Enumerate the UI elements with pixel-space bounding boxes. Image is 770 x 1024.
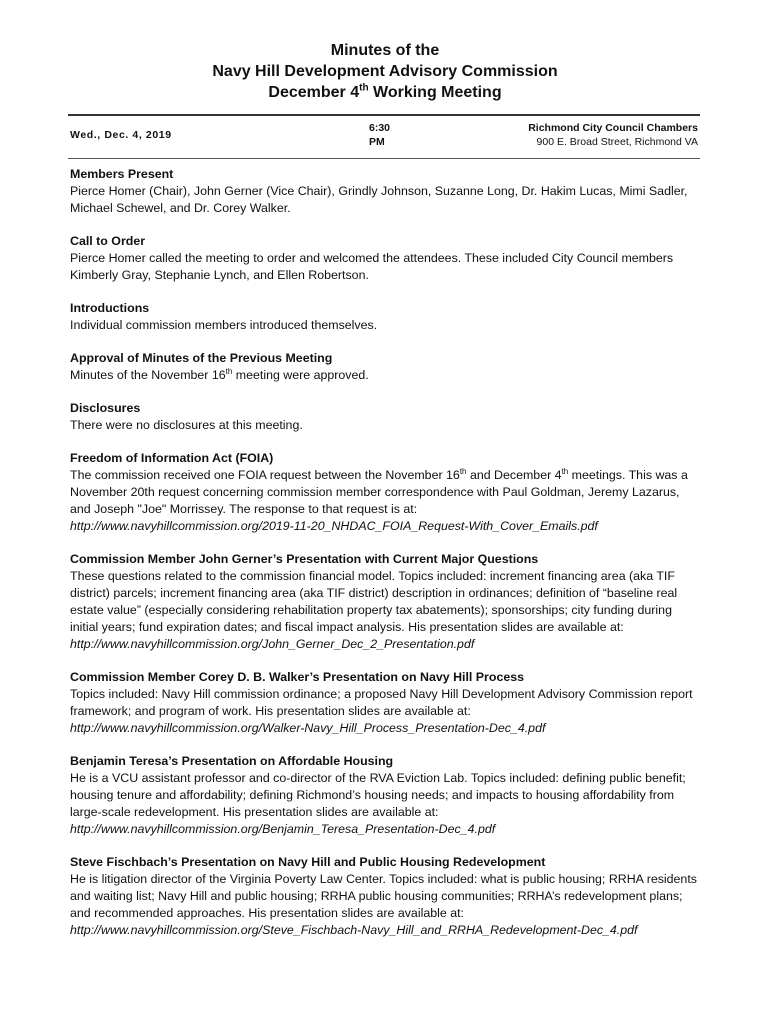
meeting-time-value: 6:30 [369,122,391,134]
section-text [70,367,702,384]
section-text [70,467,702,518]
section-teresa-presentation [70,753,702,838]
title-line-3-sup: th [359,82,369,94]
section-heading: Members Present [70,167,174,181]
text-part: The commission received one FOIA request between the November 16 [70,468,460,482]
section-disclosures [70,400,702,434]
section-heading: Steve Fischbach’s Presentation on Navy Hill and Public Housing Redevelopment [70,855,546,869]
fischbach-slides-link[interactable]: http://www.navyhillcommission.org/Steve_Fischbach-Navy_Hill_and_RRHA_Redevelopment-Dec_4.pdf [70,923,638,937]
gerner-slides-link[interactable]: http://www.navyhillcommission.org/John_Gerner_Dec_2_Presentation.pdf [70,637,475,651]
superscript: th [459,466,467,476]
section-text: Pierce Homer called the meeting to order and welcomed the attendees. These included City Council members Kimberly Gray, Stephanie Lynch, and Ellen Robertson. [70,251,674,282]
minutes-body [70,166,702,955]
title-line-3-rest: Working Meeting [368,84,502,101]
section-heading: Commission Member Corey D. B. Walker’s Presentation on Navy Hill Process [70,670,525,684]
section-text: Topics included: Navy Hill commission ordinance; a proposed Navy Hill Development Advisory Commission report framework; and program of work. His presentation slides are available at: [70,687,693,718]
section-text: He is litigation director of the Virginia Poverty Law Center. Topics included: what is public housing; RRHA residents and waiting list; Navy Hill and public housing; RRHA public housing communities; RRHA’s redevelopment plans; and recommended approaches. His presentation slides are available at: [70,872,697,920]
section-walker-presentation [70,669,702,737]
section-heading: Benjamin Teresa’s Presentation on Affordable Housing [70,754,394,768]
walker-slides-link[interactable]: http://www.navyhillcommission.org/Walker-Navy_Hill_Process_Presentation-Dec_4.pdf [70,721,546,735]
superscript: th [225,366,233,376]
section-text: Pierce Homer (Chair), John Gerner (Vice Chair), Grindly Johnson, Suzanne Long, Dr. Hakim Lucas, Mimi Sadler, Michael Schewel, and Dr. Corey Walker. [70,184,688,215]
teresa-slides-link[interactable]: http://www.navyhillcommission.org/Benjamin_Teresa_Presentation-Dec_4.pdf [70,822,496,836]
section-text: There were no disclosures at this meeting. [70,418,303,432]
foia-response-link[interactable]: http://www.navyhillcommission.org/2019-11-20_NHDAC_FOIA_Request-With_Cover_Emails.pdf [70,519,598,533]
section-heading: Disclosures [70,401,141,415]
text-part: meetings. This was a November 20th request concerning commission member correspondence with Paul Goldman, Jeremy Lazarus, and Joseph "Joe" Morrissey. The response to that request is at: [70,468,688,516]
meeting-time [369,121,390,149]
section-foia [70,450,702,535]
title-line-3 [0,82,770,103]
title-line-1: Minutes of the [330,42,440,59]
section-fischbach-presentation [70,854,702,939]
text-part: and December 4 [466,468,562,482]
bottom-divider [68,158,700,159]
section-text: He is a VCU assistant professor and co-director of the RVA Eviction Lab. Topics included: defining public benefit; housing tenure and affordability; defining Richmond’s housing needs; and impacts to housing affordability from large-scale redevelopment. His presentation slides are available at: [70,771,686,819]
location-address: 900 E. Broad Street, Richmond VA [536,136,698,148]
section-members-present [70,166,702,217]
section-call-to-order [70,233,702,284]
section-heading: Commission Member John Gerner’s Presentation with Current Major Questions [70,552,539,566]
section-approval-of-minutes [70,350,702,384]
superscript: th [561,466,569,476]
text-part: Minutes of the November 16 [70,368,226,382]
section-text: Individual commission members introduced themselves. [70,318,378,332]
section-introductions [70,300,702,334]
top-divider [68,114,700,116]
section-heading: Call to Order [70,234,146,248]
location-name: Richmond City Council Chambers [528,122,698,134]
section-text: These questions related to the commission financial model. Topics included: increment financing area (aka TIF district) parcels; increment financing area (aka TIF district) description in ordinances; definition of “baseline real estate value” (especially considering rehabilitation property tax abatements); sponsorships; city funding during initial years; fund expiration dates; and fiscal impact analysis. His presentation slides are available at: [70,569,678,634]
meeting-date: Wed., Dec. 4, 2019 [70,129,172,141]
document-title [0,40,770,103]
section-heading: Freedom of Information Act (FOIA) [70,451,274,465]
title-line-2: Navy Hill Development Advisory Commission [212,63,558,80]
meeting-location [528,121,698,149]
section-heading: Approval of Minutes of the Previous Meeting [70,351,333,365]
section-gerner-presentation [70,551,702,653]
title-line-3-text: December 4 [268,84,360,101]
text-part: meeting were approved. [232,368,369,382]
meeting-time-period: PM [369,136,385,148]
section-heading: Introductions [70,301,150,315]
